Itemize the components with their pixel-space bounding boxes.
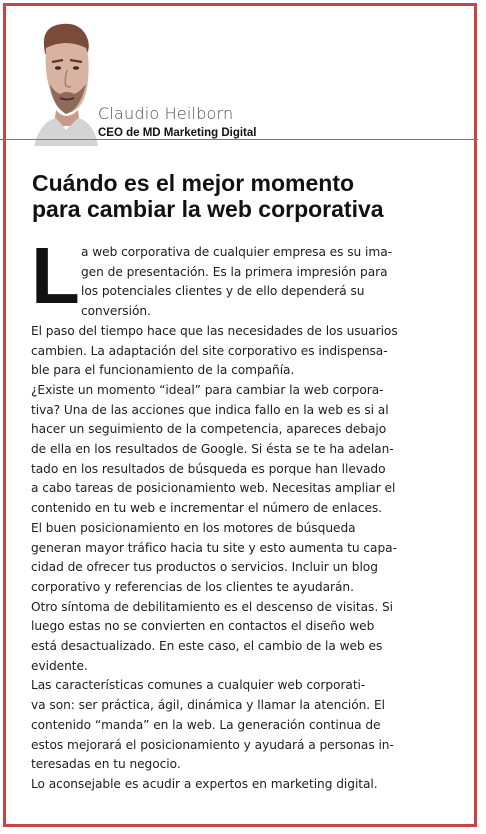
article-headline — [32, 170, 462, 222]
text-line: Otro síntoma de debilitamiento es el descenso de visitas. Si — [31, 599, 394, 614]
text-line: ble para el funcionamiento de la compañía. — [31, 363, 295, 378]
text-line: tiva? Una de las acciones que indica fallo en la web es si al — [31, 402, 389, 417]
text-line: luego estas no se convierten en contactos el diseño web — [31, 619, 375, 634]
author-name: Claudio Heilborn — [98, 104, 234, 123]
text-line: va son: ser práctica, ágil, dinámica y llamar la atención. El — [31, 698, 385, 713]
author-portrait — [30, 18, 100, 146]
article-text — [31, 322, 449, 795]
text-line: ¿Existe un momento “ideal” para cambiar la web corpora- — [31, 382, 384, 397]
text-line: El buen posicionamiento en los motores de búsqueda — [31, 520, 356, 535]
text-line: contenido en tu web e incrementar el número de enlaces. — [31, 501, 383, 516]
text-line: Lo aconsejable es acudir a expertos en marketing digital. — [31, 776, 378, 791]
headline-line: para cambiar la web corporativa — [32, 196, 384, 222]
text-line: cambien. La adaptación del site corporativo es indispensa- — [31, 343, 388, 358]
text-line: generan mayor tráfico hacia tu site y esto aumenta tu capa- — [31, 540, 397, 555]
text-line: conversión. — [81, 304, 151, 319]
text-line: evidente. — [31, 658, 88, 673]
author-header — [10, 8, 470, 148]
text-line: a cabo tareas de posicionamiento web. Necesitas ampliar el — [31, 481, 396, 496]
drop-cap — [31, 231, 80, 320]
text-line: cidad de ofrecer tus productos o servicios. Incluir un blog — [31, 560, 378, 575]
header-divider — [0, 139, 478, 140]
text-line: tado en los resultados de búsqueda es porque han llevado — [31, 461, 386, 476]
author-title: CEO de MD Marketing Digital — [98, 127, 257, 139]
article-intro — [31, 243, 449, 322]
text-line: hacer un seguimiento de la competencia, apareces debajo — [31, 422, 387, 437]
text-line: gen de presentación. Es la primera impresión para — [81, 264, 388, 279]
article-body — [31, 231, 449, 795]
headline-line: Cuándo es el mejor momento — [32, 170, 355, 196]
text-line: corporativo y referencias de los clientes te ayudarán. — [31, 579, 354, 594]
text-line: Las características comunes a cualquier web corporati- — [31, 678, 366, 693]
text-line: contenido “manda” en la web. La generación continua de — [31, 717, 381, 732]
text-line: está desactualizado. En este caso, el cambio de la web es — [31, 639, 383, 654]
drop-cap-letter: L — [31, 231, 80, 320]
text-line: los potenciales clientes y de ello dependerá su — [81, 284, 365, 299]
text-line: a web corporativa de cualquier empresa es su ima- — [81, 245, 392, 259]
text-line: El paso del tiempo hace que las necesidades de los usuarios — [31, 323, 398, 338]
text-line: de ella en los resultados de Google. Si ésta se te ha adelan- — [31, 442, 394, 457]
text-line: estos mejorará el posicionamiento y ayudará a personas in- — [31, 737, 394, 752]
text-line: teresadas en tu negocio. — [31, 757, 181, 772]
